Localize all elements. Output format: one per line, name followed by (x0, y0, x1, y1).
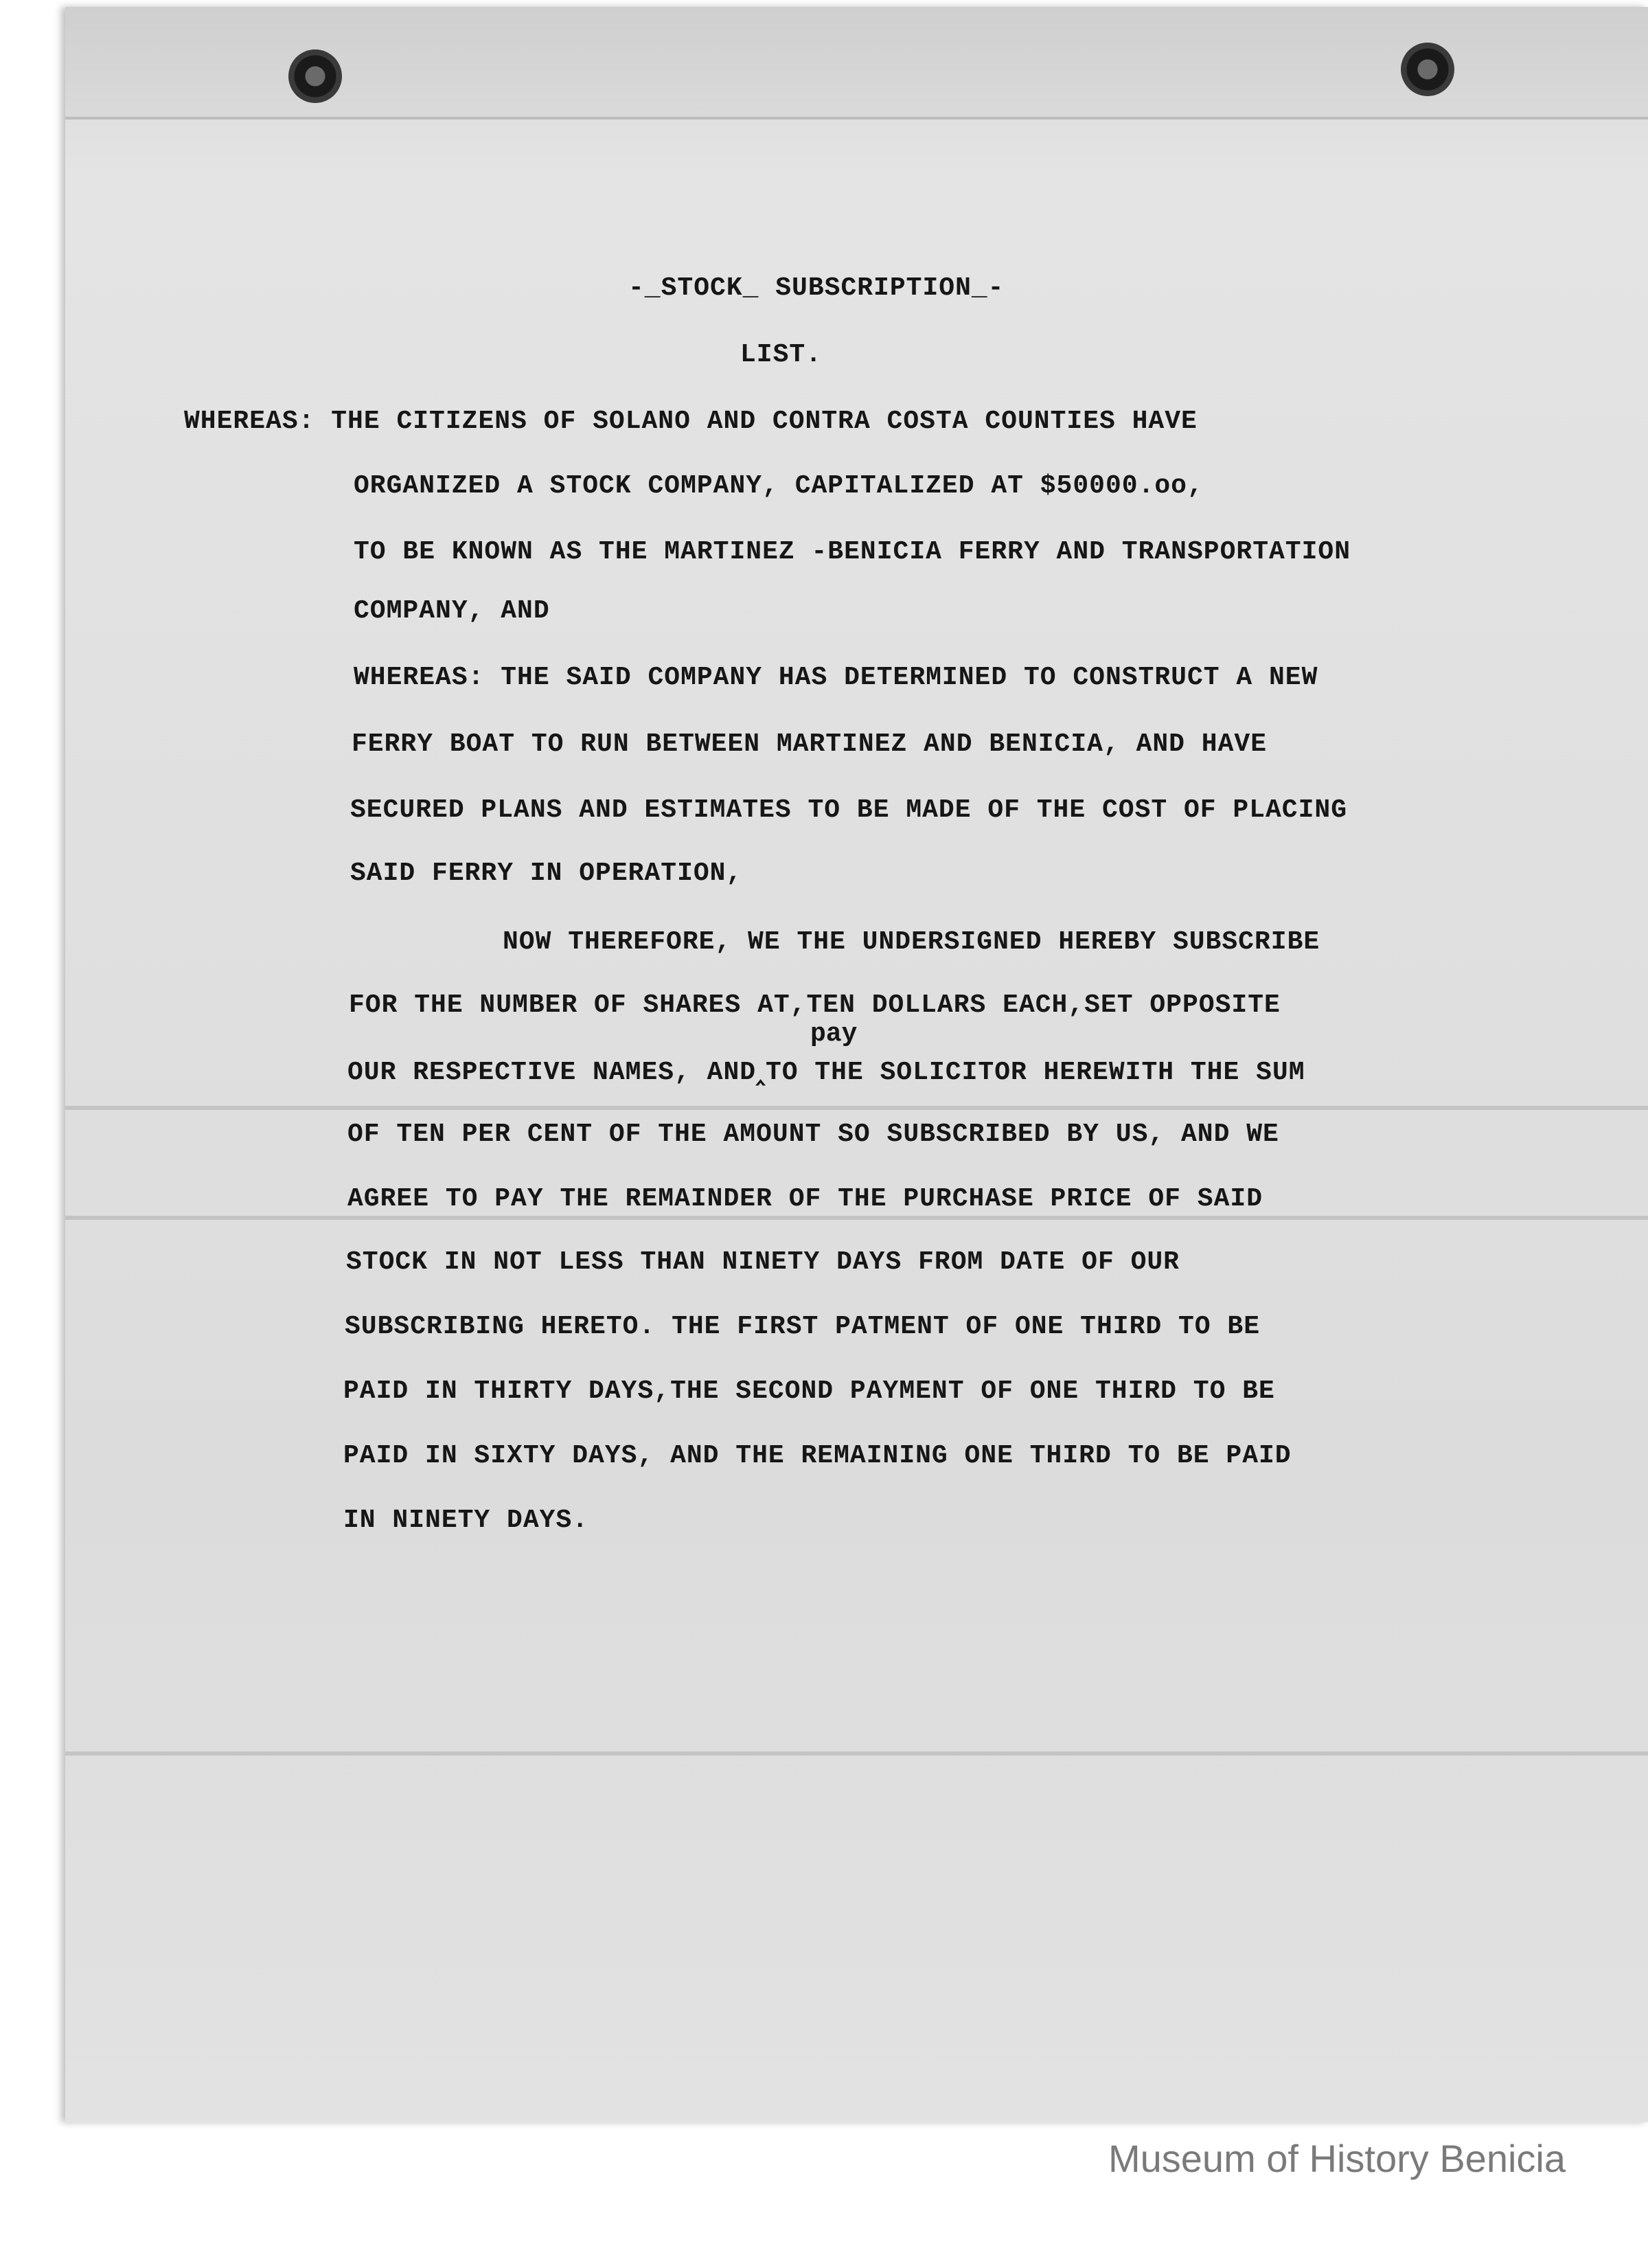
grommet-left-icon (288, 49, 342, 103)
body-line: PAID IN THIRTY DAYS,THE SECOND PAYMENT OF ONE THIRD TO BE (343, 1376, 1275, 1406)
paper-fold (65, 1751, 1648, 1756)
body-line: AGREE TO PAY THE REMAINDER OF THE PURCHASE PRICE OF SAID (347, 1184, 1263, 1214)
watermark: Museum of History Benicia (1108, 2137, 1566, 2180)
paper-fold (65, 1106, 1648, 1110)
body-line: WHEREAS: THE CITIZENS OF SOLANO AND CONTRA COSTA COUNTIES HAVE (184, 407, 1198, 436)
body-line: NOW THEREFORE, WE THE UNDERSIGNED HEREBY SUBSCRIBE (503, 927, 1320, 957)
body-line: COMPANY, AND (354, 596, 550, 626)
body-line: SUBSCRIBING HERETO. THE FIRST PATMENT OF ONE THIRD TO BE (345, 1312, 1261, 1341)
body-line: FOR THE NUMBER OF SHARES AT,TEN DOLLARS EACH,SET OPPOSITE (349, 990, 1281, 1020)
grommet-right-icon (1401, 43, 1454, 96)
title-line-1: -_STOCK_ SUBSCRIPTION_- (628, 273, 1005, 303)
body-line: OUR RESPECTIVE NAMES, AND‸TO THE SOLICITOR HEREWITH THE SUM (347, 1058, 1305, 1087)
handwritten-insertion: pay (810, 1019, 858, 1049)
body-line: STOCK IN NOT LESS THAN NINETY DAYS FROM DATE OF OUR (346, 1247, 1180, 1277)
body-line: SAID FERRY IN OPERATION, (350, 859, 743, 888)
body-line: WHEREAS: THE SAID COMPANY HAS DETERMINED TO CONSTRUCT A NEW (354, 663, 1318, 692)
body-line: ORGANIZED A STOCK COMPANY, CAPITALIZED AT $50000.oo, (354, 471, 1204, 501)
body-line: PAID IN SIXTY DAYS, AND THE REMAINING ONE THIRD TO BE PAID (343, 1441, 1292, 1471)
body-line: FERRY BOAT TO RUN BETWEEN MARTINEZ AND BENICIA, AND HAVE (352, 729, 1268, 759)
paper-fold (65, 1216, 1648, 1220)
body-line: TO BE KNOWN AS THE MARTINEZ -BENICIA FERRY AND TRANSPORTATION (354, 537, 1351, 567)
body-line: IN NINETY DAYS. (343, 1506, 589, 1535)
body-line: OF TEN PER CENT OF THE AMOUNT SO SUBSCRIBED BY US, AND WE (347, 1120, 1279, 1149)
body-line: SECURED PLANS AND ESTIMATES TO BE MADE OF THE COST OF PLACING (350, 795, 1348, 825)
title-line-2: LIST. (740, 340, 823, 370)
